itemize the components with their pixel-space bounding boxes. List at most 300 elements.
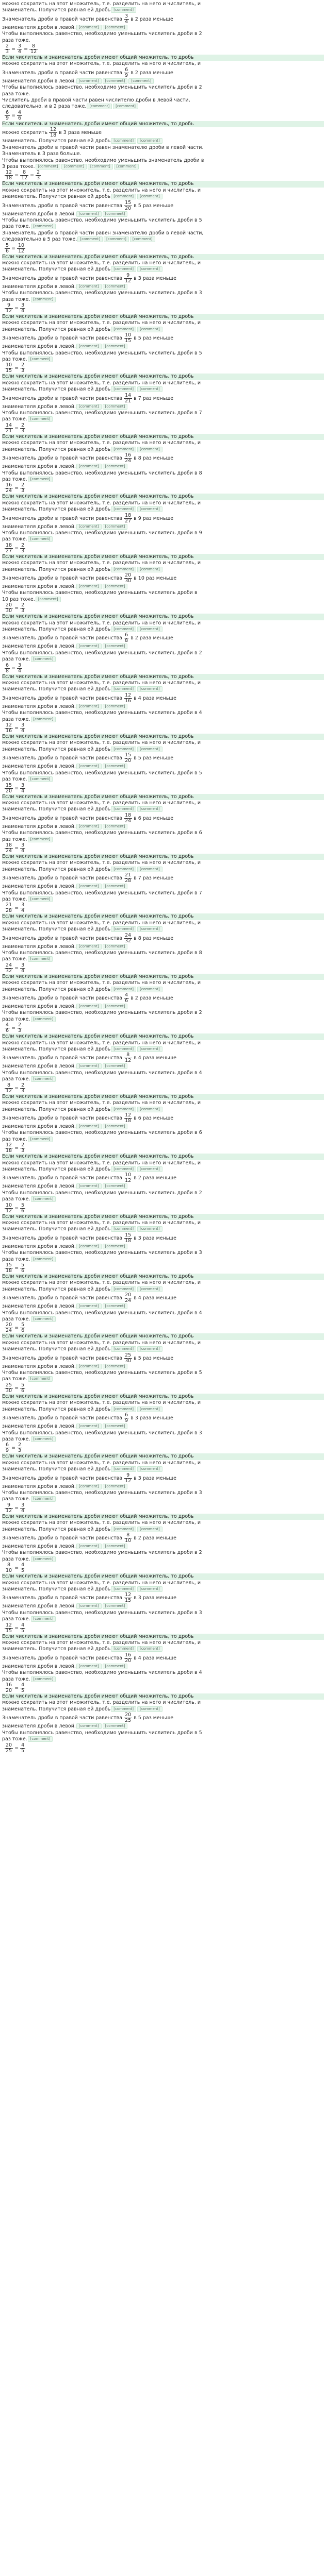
fraction-numerator: 3 bbox=[18, 662, 22, 668]
fraction-numerator: 6 bbox=[125, 66, 128, 73]
comment-marker[interactable]: [comment] bbox=[76, 884, 102, 889]
paragraph bbox=[2, 230, 324, 243]
comment-marker[interactable]: [comment] bbox=[111, 266, 136, 272]
equals-sign: = bbox=[14, 605, 19, 612]
fraction bbox=[20, 1323, 25, 1333]
fraction-denominator: 6 bbox=[21, 1328, 25, 1334]
paragraph bbox=[2, 1263, 324, 1274]
fraction-denominator: 3 bbox=[21, 488, 25, 494]
fraction-numerator: 8 bbox=[20, 170, 28, 176]
fraction bbox=[5, 963, 13, 974]
text-line: знаменателя дроби в левой. [comment] [comment] bbox=[2, 284, 324, 290]
fraction bbox=[5, 303, 13, 314]
text-line: Если числитель и знаменатель дроби имеют общий множитель, то дробь bbox=[2, 1213, 194, 1219]
comment-marker[interactable]: [comment] bbox=[31, 1436, 56, 1442]
text-line: можно сократить на этот множитель, т.е. разделить на него и числитель, и bbox=[2, 1340, 201, 1346]
comment-marker[interactable]: [comment] bbox=[111, 1226, 136, 1232]
paragraph bbox=[2, 333, 324, 350]
fraction-denominator: 16 bbox=[125, 698, 132, 704]
comment-marker[interactable]: [comment] bbox=[28, 357, 53, 362]
comment-marker[interactable]: [comment] bbox=[61, 164, 87, 170]
step-text: в 5 раз меньше bbox=[134, 202, 174, 209]
highlighted-paragraph bbox=[2, 55, 324, 61]
comment-marker[interactable]: [comment] bbox=[111, 447, 136, 452]
comment-marker[interactable]: [comment] bbox=[76, 1004, 102, 1009]
fraction-numerator: 18 bbox=[6, 842, 12, 848]
comment-marker[interactable]: [comment] bbox=[103, 884, 128, 889]
comment-marker[interactable]: [comment] bbox=[137, 1166, 162, 1172]
paragraph bbox=[2, 783, 324, 794]
step-text: в 4 раза меньше bbox=[134, 695, 176, 701]
comment-marker[interactable]: [comment] bbox=[137, 867, 162, 872]
comment-marker[interactable]: [comment] bbox=[28, 536, 53, 542]
comment-marker[interactable]: [comment] bbox=[28, 1137, 53, 1142]
text-line: раза тоже. [comment] bbox=[2, 224, 324, 230]
fraction-numerator: 4 bbox=[21, 1742, 25, 1748]
comment-marker[interactable]: [comment] bbox=[77, 236, 103, 242]
comment-marker[interactable]: [comment] bbox=[31, 1196, 56, 1202]
text-line: Если числитель и знаменатель дроби имеют общий множитель, то дробь bbox=[2, 1393, 194, 1399]
comment-marker[interactable]: [comment] bbox=[137, 194, 162, 199]
step-text: в 4 раза меньше bbox=[134, 1055, 176, 1061]
comment-marker[interactable]: [comment] bbox=[36, 597, 61, 602]
comment-marker[interactable]: [comment] bbox=[111, 1706, 136, 1712]
comment-marker[interactable]: [comment] bbox=[76, 764, 102, 769]
fraction-numerator: 14 bbox=[6, 422, 12, 428]
comment-marker[interactable]: [comment] bbox=[76, 584, 102, 589]
comment-marker[interactable]: [comment] bbox=[111, 138, 136, 144]
comment-marker[interactable]: [comment] bbox=[103, 464, 128, 469]
comment-marker[interactable]: [comment] bbox=[31, 1556, 56, 1562]
paragraph bbox=[2, 44, 324, 55]
comment-marker[interactable]: [comment] bbox=[76, 704, 102, 709]
step-line bbox=[2, 67, 324, 78]
step-line bbox=[2, 1413, 324, 1423]
text-line: знаменателя дроби в левой. [comment] [comment] bbox=[2, 764, 324, 770]
equation-row bbox=[2, 1563, 324, 1573]
text-line: Чтобы выполнялось равенство, необходимо уменьшить числитель дроби в 5 bbox=[2, 770, 202, 776]
comment-marker[interactable]: [comment] bbox=[28, 776, 53, 782]
comment-marker[interactable]: [comment] bbox=[28, 416, 53, 422]
text-line: раза тоже. [comment] bbox=[2, 1616, 324, 1622]
comment-marker[interactable]: [comment] bbox=[31, 656, 56, 662]
comment-marker[interactable]: [comment] bbox=[87, 104, 112, 109]
equation-row bbox=[2, 1443, 324, 1453]
comment-marker[interactable]: [comment] bbox=[103, 704, 128, 709]
comment-marker[interactable]: [comment] bbox=[137, 1286, 162, 1292]
comment-marker[interactable]: [comment] bbox=[103, 284, 128, 290]
comment-marker[interactable]: [comment] bbox=[76, 1244, 102, 1249]
fraction-numerator: 5 bbox=[21, 1202, 25, 1208]
equation-row bbox=[2, 963, 324, 974]
comment-marker[interactable]: [comment] bbox=[111, 987, 136, 992]
comment-marker[interactable]: [comment] bbox=[111, 626, 136, 632]
paragraph bbox=[2, 603, 324, 614]
comment-marker[interactable]: [comment] bbox=[111, 7, 136, 13]
paragraph bbox=[2, 1503, 324, 1514]
comment-marker[interactable]: [comment] bbox=[31, 1076, 56, 1082]
comment-marker[interactable]: [comment] bbox=[76, 1664, 102, 1669]
step-text: в 5 раз меньше bbox=[134, 755, 174, 761]
paragraph bbox=[2, 14, 324, 31]
comment-marker[interactable]: [comment] bbox=[137, 1706, 162, 1712]
comment-marker[interactable]: [comment] bbox=[137, 1586, 162, 1592]
fraction-denominator: 9 bbox=[6, 115, 9, 121]
step-line bbox=[2, 1533, 324, 1544]
step-line bbox=[2, 393, 324, 404]
comment-marker[interactable]: [comment] bbox=[137, 747, 162, 752]
comment-marker[interactable]: [comment] bbox=[76, 211, 102, 217]
comment-marker[interactable]: [comment] bbox=[103, 1603, 128, 1609]
comment-marker[interactable]: [comment] bbox=[128, 78, 154, 84]
text-line: знаменателя дроби в левой. [comment] [comment] bbox=[2, 211, 324, 217]
step-text: Знаменатель дроби в правой части равенства bbox=[2, 1475, 123, 1481]
comment-marker[interactable]: [comment] bbox=[111, 1286, 136, 1292]
comment-marker[interactable]: [comment] bbox=[76, 1423, 102, 1429]
comment-marker[interactable]: [comment] bbox=[137, 138, 162, 144]
comment-marker[interactable]: [comment] bbox=[137, 626, 162, 632]
text-line: раза тоже. [comment] bbox=[2, 1496, 324, 1502]
equals-sign: = bbox=[14, 1265, 19, 1271]
comment-marker[interactable]: [comment] bbox=[103, 764, 128, 769]
text-line: знаменатель. Получится равная ей дробь [comment] [comment] bbox=[2, 867, 324, 873]
paragraph bbox=[2, 1430, 324, 1443]
step-text: Знаменатель дроби в правой части равенства bbox=[2, 1655, 123, 1661]
comment-marker[interactable]: [comment] bbox=[103, 824, 128, 829]
comment-marker[interactable]: [comment] bbox=[137, 987, 162, 992]
comment-marker[interactable]: [comment] bbox=[103, 211, 128, 217]
text-line: Если числитель и знаменатель дроби имеют общий множитель, то дробь bbox=[2, 913, 194, 920]
comment-marker[interactable]: [comment] bbox=[31, 1257, 56, 1262]
equals-sign: = bbox=[11, 112, 16, 118]
comment-marker[interactable]: [comment] bbox=[103, 78, 128, 84]
equation-row bbox=[2, 1383, 324, 1394]
text-line: Чтобы выполнялось равенство, необходимо уменьшить числитель дроби в 3 bbox=[2, 1489, 202, 1496]
comment-marker[interactable]: [comment] bbox=[111, 386, 136, 392]
fraction-numerator: 2 bbox=[21, 422, 25, 428]
fraction bbox=[5, 483, 13, 494]
comment-marker[interactable]: [comment] bbox=[28, 1376, 53, 1382]
fraction-denominator: 3 bbox=[18, 1448, 22, 1454]
comment-marker[interactable]: [comment] bbox=[76, 78, 102, 84]
fraction bbox=[124, 1653, 132, 1664]
comment-marker[interactable]: [comment] bbox=[76, 1484, 102, 1489]
fraction-numerator: 14 bbox=[125, 392, 132, 398]
paragraph bbox=[2, 453, 324, 470]
comment-marker[interactable]: [comment] bbox=[76, 824, 102, 829]
comment-marker[interactable]: [comment] bbox=[111, 506, 136, 512]
step-text: Знаменатель дроби в правой части равенства bbox=[2, 935, 123, 941]
text-line: можно сократить на этот множитель, т.е. разделить на него и числитель, и bbox=[2, 1580, 201, 1586]
fraction-denominator: 6 bbox=[6, 1028, 9, 1034]
fraction-denominator: 10 bbox=[125, 1537, 132, 1544]
text-line: можно сократить на этот множитель, т.е. разделить на него и числитель, и bbox=[2, 560, 201, 566]
step-line bbox=[2, 573, 324, 584]
text-line: можно сократить на этот множитель, т.е. разделить на него и числитель, и bbox=[2, 1280, 201, 1286]
fraction-numerator: 24 bbox=[125, 932, 132, 938]
fraction-numerator: 5 bbox=[21, 1322, 25, 1328]
text-line: Чтобы выполнялось равенство, необходимо уменьшить знаменатель дроби в bbox=[2, 157, 204, 163]
comment-marker[interactable]: [comment] bbox=[137, 1046, 162, 1052]
paragraph bbox=[2, 543, 324, 554]
comment-marker[interactable]: [comment] bbox=[111, 926, 136, 932]
fraction bbox=[36, 170, 41, 181]
highlighted-paragraph bbox=[2, 1394, 324, 1400]
comment-marker[interactable]: [comment] bbox=[103, 524, 128, 530]
comment-marker[interactable]: [comment] bbox=[103, 1244, 128, 1249]
comment-marker[interactable]: [comment] bbox=[31, 717, 56, 722]
comment-marker[interactable]: [comment] bbox=[103, 643, 128, 649]
comment-marker[interactable]: [comment] bbox=[31, 1676, 56, 1682]
fraction bbox=[5, 1443, 10, 1453]
text-line: знаменателя дроби в левой. [comment] [comment] bbox=[2, 1364, 324, 1370]
equation-row bbox=[2, 1623, 324, 1634]
comment-marker[interactable]: [comment] bbox=[137, 926, 162, 932]
equation-row bbox=[2, 543, 324, 554]
comment-marker[interactable]: [comment] bbox=[111, 1166, 136, 1172]
paragraph bbox=[2, 67, 324, 84]
paragraph bbox=[2, 1580, 324, 1593]
step-text: в 4 раза меньше bbox=[134, 1655, 176, 1661]
text-line: можно сократить на этот множитель, т.е. разделить на него и числитель, и bbox=[2, 187, 201, 193]
comment-marker[interactable]: [comment] bbox=[137, 1226, 162, 1232]
fraction-numerator: 15 bbox=[6, 1262, 12, 1268]
comment-marker[interactable]: [comment] bbox=[137, 1107, 162, 1112]
paragraph bbox=[2, 1053, 324, 1070]
comment-marker[interactable]: [comment] bbox=[31, 224, 56, 229]
fraction-denominator: 24 bbox=[125, 818, 132, 824]
comment-marker[interactable]: [comment] bbox=[76, 284, 102, 290]
comment-marker[interactable]: [comment] bbox=[76, 944, 102, 950]
comment-marker[interactable]: [comment] bbox=[111, 1646, 136, 1652]
fraction-numerator: 4 bbox=[21, 1682, 25, 1688]
fraction-denominator: 24 bbox=[6, 488, 12, 494]
comment-marker[interactable]: [comment] bbox=[103, 1183, 128, 1189]
step-text: Знаменатель дроби в правой части равенства bbox=[2, 455, 123, 462]
comment-marker[interactable]: [comment] bbox=[137, 686, 162, 692]
fraction-numerator: 15 bbox=[6, 782, 12, 788]
comment-marker[interactable]: [comment] bbox=[137, 567, 162, 572]
comment-marker[interactable]: [comment] bbox=[76, 25, 102, 30]
step-line bbox=[2, 693, 324, 704]
comment-marker[interactable]: [comment] bbox=[103, 1063, 128, 1069]
comment-marker[interactable]: [comment] bbox=[76, 524, 102, 530]
equals-sign: = bbox=[14, 173, 19, 179]
comment-marker[interactable]: [comment] bbox=[137, 1466, 162, 1472]
comment-marker[interactable]: [comment] bbox=[111, 1406, 136, 1412]
comment-marker[interactable]: [comment] bbox=[111, 867, 136, 872]
comment-marker[interactable]: [comment] bbox=[103, 1004, 128, 1009]
comment-marker[interactable]: [comment] bbox=[114, 164, 139, 170]
comment-marker[interactable]: [comment] bbox=[103, 1723, 128, 1729]
fraction bbox=[20, 483, 25, 494]
fraction bbox=[5, 1383, 13, 1394]
comment-marker[interactable]: [comment] bbox=[103, 1544, 128, 1549]
text-line: знаменатель. Получится равная ей дробь [comment] [comment] bbox=[2, 806, 324, 812]
comment-marker[interactable]: [comment] bbox=[103, 404, 128, 410]
paragraph bbox=[2, 710, 324, 723]
text-line: Если числитель и знаменатель дроби имеют общий множитель, то дробь bbox=[2, 1693, 194, 1700]
comment-marker[interactable]: [comment] bbox=[76, 1364, 102, 1369]
comment-marker[interactable]: [comment] bbox=[111, 1107, 136, 1112]
comment-marker[interactable]: [comment] bbox=[111, 567, 136, 572]
comment-marker[interactable]: [comment] bbox=[28, 1736, 53, 1742]
highlighted-paragraph bbox=[2, 554, 324, 560]
fraction-denominator: 3 bbox=[21, 368, 25, 374]
comment-marker[interactable]: [comment] bbox=[28, 956, 53, 962]
fraction-numerator: 20 bbox=[6, 1322, 12, 1328]
comment-marker[interactable]: [comment] bbox=[31, 1316, 56, 1322]
comment-marker[interactable]: [comment] bbox=[28, 477, 53, 482]
comment-marker[interactable]: [comment] bbox=[111, 327, 136, 332]
comment-marker[interactable]: [comment] bbox=[137, 1527, 162, 1532]
comment-marker[interactable]: [comment] bbox=[103, 1364, 128, 1369]
paragraph bbox=[2, 740, 324, 753]
fraction-numerator: 12 bbox=[6, 1142, 12, 1148]
fraction-numerator: 4 bbox=[6, 1022, 9, 1028]
comment-marker[interactable]: [comment] bbox=[103, 584, 128, 589]
comment-marker[interactable]: [comment] bbox=[76, 1124, 102, 1129]
fraction bbox=[124, 1173, 132, 1183]
comment-marker[interactable]: [comment] bbox=[137, 506, 162, 512]
comment-marker[interactable]: [comment] bbox=[103, 1303, 128, 1309]
comment-marker[interactable]: [comment] bbox=[103, 1664, 128, 1669]
comment-marker[interactable]: [comment] bbox=[137, 327, 162, 332]
step-text: в 2 раза меньше bbox=[134, 1175, 176, 1181]
comment-marker[interactable]: [comment] bbox=[137, 1346, 162, 1352]
comment-marker[interactable]: [comment] bbox=[103, 1423, 128, 1429]
comment-marker[interactable]: [comment] bbox=[111, 194, 136, 199]
comment-marker[interactable]: [comment] bbox=[103, 1484, 128, 1489]
comment-marker[interactable]: [comment] bbox=[76, 1063, 102, 1069]
fraction-numerator: 16 bbox=[125, 1652, 132, 1658]
fraction-denominator: 25 bbox=[6, 1748, 12, 1754]
fraction bbox=[20, 963, 25, 974]
text-line: раз тоже. [comment] bbox=[2, 477, 324, 483]
fraction-denominator: 20 bbox=[125, 758, 132, 764]
comment-marker[interactable]: [comment] bbox=[111, 806, 136, 812]
comment-marker[interactable]: [comment] bbox=[103, 344, 128, 349]
text-line: знаменателя дроби в левой. [comment] [comment] bbox=[2, 1244, 324, 1250]
paragraph bbox=[2, 243, 324, 254]
equals-sign: = bbox=[11, 245, 16, 251]
text-line: Чтобы выполнялось равенство, необходимо уменьшить числитель дроби в 4 bbox=[2, 710, 202, 716]
comment-marker[interactable]: [comment] bbox=[76, 464, 102, 469]
fraction-numerator: 12 bbox=[125, 692, 132, 698]
fraction-numerator: 2 bbox=[21, 1142, 25, 1148]
comment-marker[interactable]: [comment] bbox=[76, 1603, 102, 1609]
text-line: Чтобы выполнялось равенство, необходимо уменьшить числитель дроби в 6 bbox=[2, 830, 202, 836]
text-line: раза тоже. [comment] bbox=[2, 1016, 324, 1023]
comment-marker[interactable]: [comment] bbox=[104, 236, 129, 242]
comment-marker[interactable]: [comment] bbox=[103, 1124, 128, 1129]
comment-marker[interactable]: [comment] bbox=[36, 164, 61, 170]
comment-marker[interactable]: [comment] bbox=[111, 1346, 136, 1352]
text-line: можно сократить на этот множитель, т.е. разделить на него и числитель, и bbox=[2, 500, 201, 506]
comment-marker[interactable]: [comment] bbox=[111, 1466, 136, 1472]
text-line: знаменателя дроби в левой. [comment] [comment] bbox=[2, 824, 324, 830]
comment-marker[interactable]: [comment] bbox=[31, 1016, 56, 1022]
step-text: в 5 раз меньше bbox=[134, 1355, 174, 1361]
comment-marker[interactable]: [comment] bbox=[111, 686, 136, 692]
fraction-numerator: 21 bbox=[6, 902, 12, 908]
comment-marker[interactable]: [comment] bbox=[137, 447, 162, 452]
fraction bbox=[5, 110, 10, 121]
step-text: в 2 раза меньше bbox=[131, 16, 173, 22]
comment-marker[interactable]: [comment] bbox=[137, 1646, 162, 1652]
comment-marker[interactable]: [comment] bbox=[130, 236, 155, 242]
comment-marker[interactable]: [comment] bbox=[103, 944, 128, 950]
fraction-numerator: 16 bbox=[125, 452, 132, 459]
fraction-denominator: 16 bbox=[6, 728, 12, 734]
fraction-denominator: 6 bbox=[18, 115, 22, 121]
comment-marker[interactable]: [comment] bbox=[111, 1046, 136, 1052]
text-line: Если числитель и знаменатель дроби имеют общий множитель, то дробь bbox=[2, 433, 194, 439]
comment-marker[interactable]: [comment] bbox=[111, 1527, 136, 1532]
fraction-numerator: 3 bbox=[18, 43, 22, 49]
text-line: Если числитель и знаменатель дроби имеют общий множитель, то дробь bbox=[2, 553, 194, 560]
comment-marker[interactable]: [comment] bbox=[137, 386, 162, 392]
comment-marker[interactable]: [comment] bbox=[137, 806, 162, 812]
comment-marker[interactable]: [comment] bbox=[137, 1406, 162, 1412]
text-line: знаменатель. Получится равная ей дробь [comment] [comment] bbox=[2, 987, 324, 993]
comment-marker[interactable]: [comment] bbox=[76, 1723, 102, 1729]
text-line: знаменателя дроби в левой. [comment] [comment] bbox=[2, 1484, 324, 1490]
paragraph bbox=[2, 963, 324, 974]
text-line: Чтобы выполнялось равенство, необходимо уменьшить числитель дроби в 3 bbox=[2, 1609, 202, 1616]
text-line: Знаменатель дроби в правой части равен знаменателю дроби в левой части. bbox=[2, 144, 204, 150]
fraction-denominator: 15 bbox=[125, 1598, 132, 1604]
comment-marker[interactable]: [comment] bbox=[31, 1496, 56, 1502]
paragraph bbox=[2, 753, 324, 770]
comment-marker[interactable]: [comment] bbox=[76, 643, 102, 649]
comment-marker[interactable]: [comment] bbox=[31, 297, 56, 302]
text-line: можно сократить на этот множитель, т.е. разделить на него и числитель, и bbox=[2, 860, 201, 866]
comment-marker[interactable]: [comment] bbox=[28, 837, 53, 842]
comment-marker[interactable]: [comment] bbox=[111, 1586, 136, 1592]
comment-marker[interactable]: [comment] bbox=[137, 266, 162, 272]
fraction bbox=[5, 843, 13, 854]
fraction-denominator: 4 bbox=[21, 728, 25, 734]
paragraph bbox=[2, 1070, 324, 1083]
text-line: Чтобы выполнялось равенство, необходимо уменьшить числитель дроби в 7 bbox=[2, 890, 202, 896]
comment-marker[interactable]: [comment] bbox=[111, 747, 136, 752]
comment-marker[interactable]: [comment] bbox=[76, 1303, 102, 1309]
comment-marker[interactable]: [comment] bbox=[103, 25, 128, 30]
fraction-numerator: 20 bbox=[125, 572, 132, 578]
paragraph bbox=[2, 1250, 324, 1263]
comment-marker[interactable]: [comment] bbox=[76, 1544, 102, 1549]
comment-marker[interactable]: [comment] bbox=[76, 404, 102, 410]
text-line: Числитель дроби в правой части равен числителю дроби в левой части, bbox=[2, 97, 190, 104]
text-line: Знаменатель дроби в правой части равен знаменателю дроби в левой части, bbox=[2, 230, 204, 236]
comment-marker[interactable]: [comment] bbox=[31, 1616, 56, 1622]
paragraph bbox=[2, 993, 324, 1010]
comment-marker[interactable]: [comment] bbox=[76, 1183, 102, 1189]
fraction-denominator: 15 bbox=[125, 338, 132, 344]
text-line: знаменатель. Получится равная ей дробь [comment] [comment] bbox=[2, 567, 324, 573]
comment-marker[interactable]: [comment] bbox=[113, 104, 138, 109]
fraction bbox=[5, 1743, 13, 1754]
comment-marker[interactable]: [comment] bbox=[76, 344, 102, 349]
fraction-numerator: 6 bbox=[125, 1412, 128, 1418]
comment-marker[interactable]: [comment] bbox=[28, 896, 53, 902]
fraction bbox=[124, 1353, 132, 1364]
highlighted-paragraph bbox=[2, 1333, 324, 1340]
comment-marker[interactable]: [comment] bbox=[88, 164, 113, 170]
text-line: раз тоже. [comment] bbox=[2, 1736, 324, 1742]
fraction-denominator: 12 bbox=[30, 49, 37, 55]
